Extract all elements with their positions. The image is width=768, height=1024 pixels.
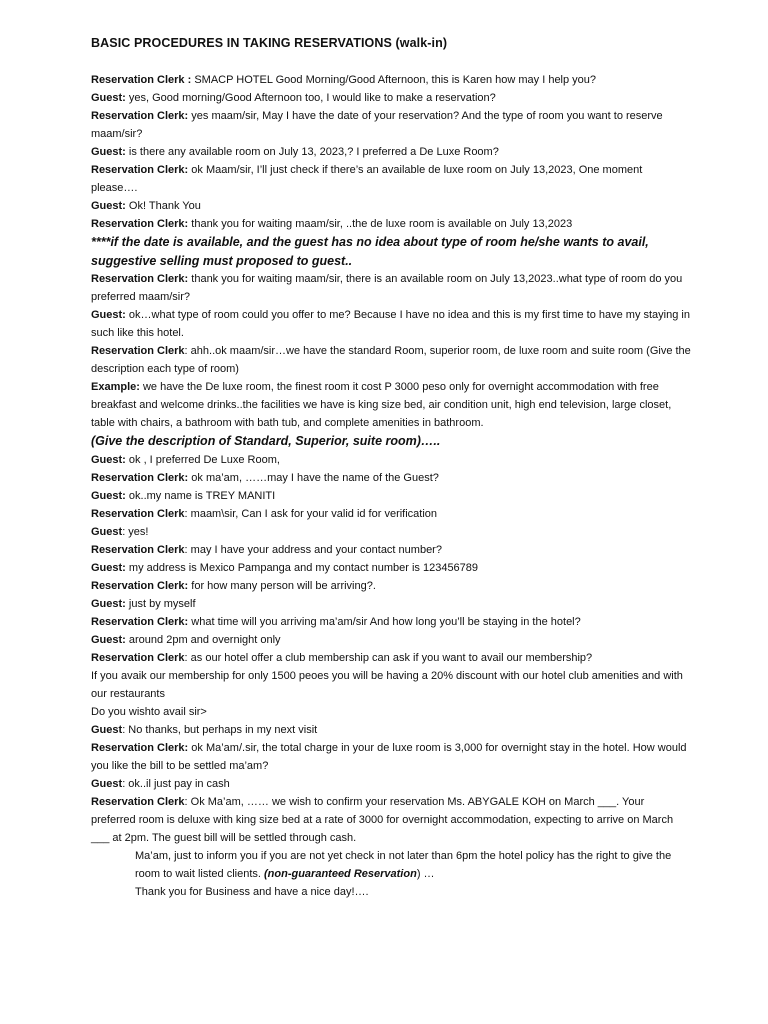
speaker-label: Guest [91, 777, 123, 790]
speaker-label: Reservation Clerk: [91, 741, 189, 754]
speaker-label: Example: [91, 381, 140, 393]
speaker-label: Guest: [91, 200, 126, 212]
dialogue-text: yes, Good morning/Good Afternoon too, I would like to make a reservation? [125, 92, 496, 104]
dialogue-line [91, 487, 691, 505]
dialogue-line [91, 270, 691, 306]
dialogue-text: SMACP HOTEL Good Morning/Good Afternoon, this is Karen how may I help you? [191, 74, 597, 86]
dialogue-text: is there any available room on July 13, 2023,? I preferred a De Luxe Room? [125, 146, 499, 158]
dialogue-block-2 [91, 270, 691, 432]
policy-paragraph [91, 847, 691, 883]
dialogue-text: ok , I preferred De Luxe Room, [125, 453, 280, 466]
speaker-label: Guest [91, 525, 123, 538]
dialogue-line [91, 107, 691, 143]
speaker-label: Reservation Clerk: [91, 164, 189, 176]
dialogue-line [91, 667, 691, 703]
policy-tail: ) … [416, 867, 435, 880]
dialogue-line [91, 739, 691, 775]
dialogue-line [91, 775, 691, 793]
speaker-label: Reservation Clerk: [91, 579, 189, 592]
speaker-label: Guest: [91, 92, 126, 104]
speaker-label: Reservation Clerk: [91, 218, 189, 230]
dialogue-text: just by myself [125, 597, 196, 610]
non-guaranteed-label: (non-guaranteed Reservation [264, 867, 417, 880]
dialogue-text: for how many person will be arriving?. [188, 579, 376, 592]
dialogue-text: Ok! Thank You [125, 200, 201, 212]
speaker-label: Guest: [91, 633, 126, 646]
dialogue-line [91, 559, 691, 577]
dialogue-text: yes maam/sir, May I have the date of your reservation? And the type of room you want to reserve maam/sir? [91, 110, 663, 140]
dialogue-line [91, 342, 691, 378]
dialogue-text: thank you for waiting maam/sir, there is an available room on July 13,2023..what type of room do you preferred maam/sir? [91, 273, 683, 303]
dialogue-text: ok..my name is TREY MANITI [125, 489, 276, 502]
dialogue-line [91, 143, 691, 161]
dialogue-text: thank you for waiting maam/sir, ..the de luxe room is available on July 13,2023 [188, 218, 573, 230]
room-description-note: (Give the description of Standard, Superior, suite room)….. [91, 434, 441, 448]
speaker-label: Reservation Clerk: [91, 471, 189, 484]
dialogue-text: ok Ma’am/.sir, the total charge in your de luxe room is 3,000 for overnight stay in the hotel. How would you like the bill to be settled ma’am? [91, 741, 687, 772]
speaker-label: Guest: [91, 597, 126, 610]
dialogue-line [91, 721, 691, 739]
speaker-label: Reservation Clerk [91, 507, 185, 520]
dialogue-line [91, 306, 691, 342]
dialogue-line [91, 161, 691, 197]
speaker-label: Reservation Clerk: [91, 110, 189, 122]
speaker-label: Reservation Clerk: [91, 273, 189, 285]
dialogue-text: : No thanks, but perhaps in my next visit [122, 723, 318, 736]
speaker-label: Guest [91, 723, 123, 736]
dialogue-block-1 [91, 71, 691, 233]
dialogue-line [91, 89, 691, 107]
dialogue-line [91, 649, 691, 667]
dialogue-text: If you avaik our membership for only 1500 peoes you will be having a 20% discount with our hotel club amenities and with our restaurants [91, 669, 683, 700]
dialogue-text: : as our hotel offer a club membership can ask if you want to avail our membership? [184, 651, 593, 664]
dialogue-line [91, 523, 691, 541]
speaker-label: Guest: [91, 489, 126, 502]
dialogue-text: around 2pm and overnight only [125, 633, 281, 646]
dialogue-text: we have the De luxe room, the finest room it cost P 3000 peso only for overnight accommodation with free breakfast and welcome drinks..the facilities we have is king size bed, air condition unit, high end television, large closet, table with chairs, a bathroom with bath tub, and complete amenities in bathroom. [91, 381, 672, 429]
suggestive-selling-note: ****if the date is available, and the guest has no idea about type of room he/she wants to avail, suggestive selling must proposed to guest.. [91, 235, 649, 268]
dialogue-line [91, 469, 691, 487]
dialogue-line [91, 541, 691, 559]
speaker-label: Guest: [91, 453, 126, 466]
speaker-label: Guest: [91, 146, 126, 158]
speaker-label: Reservation Clerk [91, 651, 185, 664]
dialogue-line [91, 631, 691, 649]
dialogue-line [91, 71, 691, 89]
closing-thanks: Thank you for Business and have a nice day!…. [135, 885, 369, 898]
document-page [91, 36, 691, 901]
speaker-label: Reservation Clerk [91, 795, 185, 808]
document-title: BASIC PROCEDURES IN TAKING RESERVATIONS (walk-in) [91, 36, 448, 50]
dialogue-text: what time will you arriving ma’am/sir And how long you’ll be staying in the hotel? [188, 615, 581, 628]
dialogue-line [91, 215, 691, 233]
dialogue-text: my address is Mexico Pampanga and my contact number is 123456789 [125, 561, 479, 574]
dialogue-text: : ahh..ok maam/sir…we have the standard Room, superior room, de luxe room and suite room (Give the description each type of room) [91, 345, 691, 375]
dialogue-text: ok…what type of room could you offer to me? Because I have no idea and this is my first time to have my staying in such like this hotel. [91, 309, 690, 339]
dialogue-text: ok Maam/sir, I’ll just check if there’s an available de luxe room on July 13,2023, One moment please…. [91, 164, 643, 194]
dialogue-text: : Ok Ma’am, …… we wish to confirm your reservation Ms. ABYGALE KOH on March ___. Your preferred room is deluxe with king size bed at a rate of 3000 for overnight accommodation, expecting to arrive on March ___ at 2pm. The guest bill will be settled through cash. [91, 795, 674, 844]
dialogue-line [91, 793, 691, 847]
speaker-label: Guest: [91, 561, 126, 574]
dialogue-line [91, 613, 691, 631]
dialogue-text: ok ma’am, ……may I have the name of the Guest? [188, 471, 439, 484]
speaker-label: Reservation Clerk [91, 345, 185, 357]
dialogue-text: : may I have your address and your contact number? [184, 543, 442, 556]
dialogue-text: : maam\sir, Can I ask for your valid id for verification [184, 507, 438, 520]
dialogue-line [91, 703, 691, 721]
dialogue-line [91, 505, 691, 523]
dialogue-text: : ok..il just pay in cash [122, 777, 230, 790]
policy-text: Ma’am, just to inform you if you are not yet check in not later than 6pm the hotel policy has the right to give the room to wait listed clients. [135, 849, 672, 880]
speaker-label: Reservation Clerk : [91, 74, 192, 86]
dialogue-text: : yes! [122, 525, 149, 538]
dialogue-text: Do you wishto avail sir> [91, 705, 207, 718]
dialogue-block-3 [91, 451, 691, 847]
dialogue-line [91, 197, 691, 215]
speaker-label: Guest: [91, 309, 126, 321]
dialogue-line [91, 378, 691, 432]
dialogue-line [91, 451, 691, 469]
speaker-label: Reservation Clerk [91, 543, 185, 556]
speaker-label: Reservation Clerk: [91, 615, 189, 628]
dialogue-line [91, 595, 691, 613]
dialogue-line [91, 577, 691, 595]
